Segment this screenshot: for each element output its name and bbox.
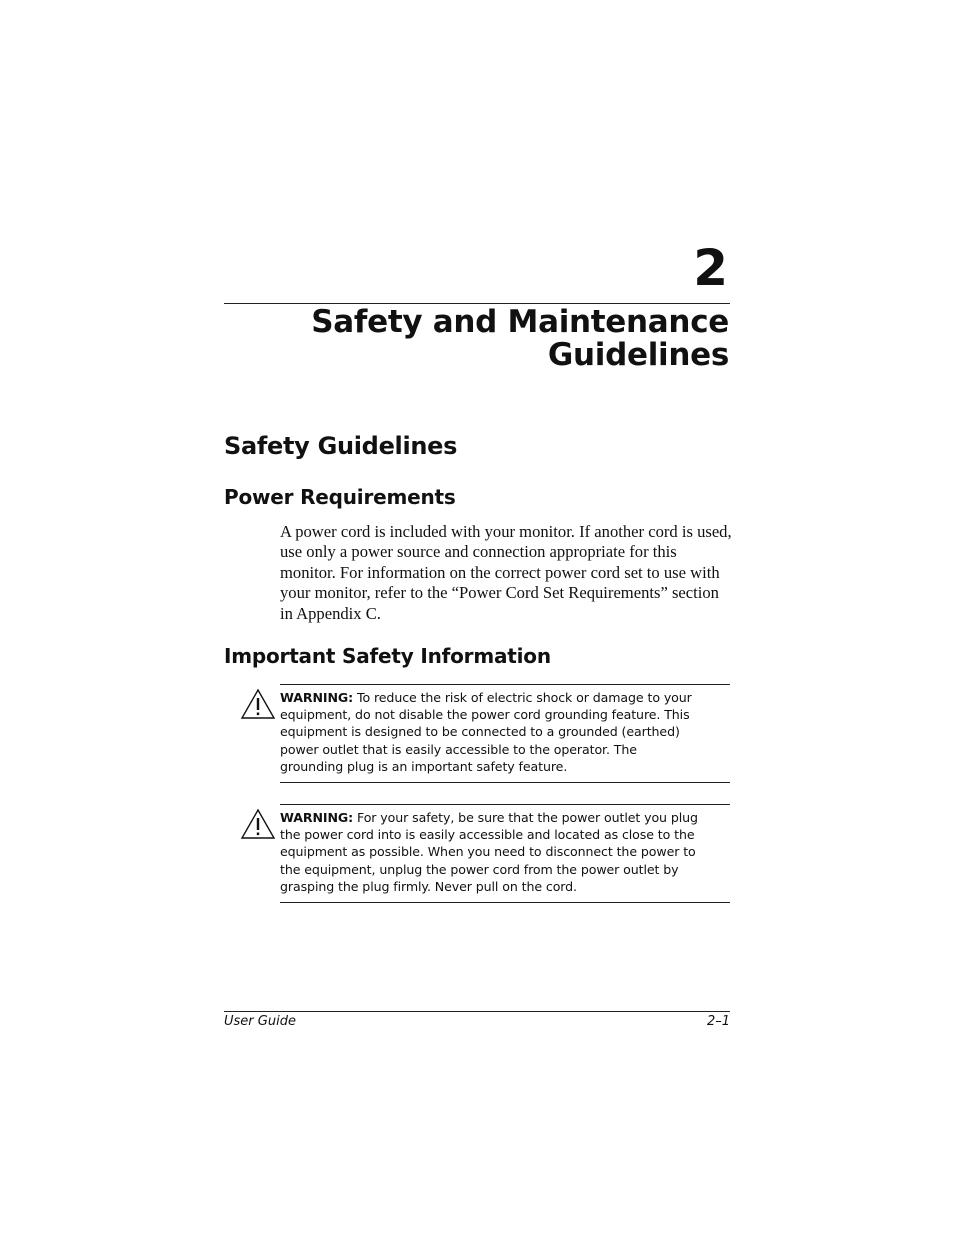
footer-page-number: 2–1 [706, 1014, 730, 1029]
chapter-number: 2 [693, 239, 728, 297]
warning-box-2 [240, 804, 730, 906]
warning-text-2 [280, 809, 700, 895]
warning-label: WARNING: [280, 810, 354, 825]
warning-body: For your safety, be sure that the power outlet you plug the power cord into is easily accessible and located as close to the equipment as possible. When you need to disconnect the power to the equipment, unplug the power cord from the power outlet by grasping the plug firmly. Never pull on the cord. [280, 810, 698, 894]
warning-rule-bottom [280, 902, 730, 903]
warning-text-1 [280, 689, 700, 775]
chapter-title [223, 306, 729, 372]
footer-rule [224, 1011, 730, 1012]
warning-box-1 [240, 684, 730, 786]
chapter-title-line-2: Guidelines [547, 337, 729, 373]
section-heading-safety-guidelines: Safety Guidelines [224, 432, 458, 460]
warning-triangle-icon [240, 688, 276, 720]
warning-rule-bottom [280, 782, 730, 783]
power-requirements-paragraph: A power cord is included with your monitor. If another cord is used, use only a power source and connection appropriate for this monitor. For information on the correct power cord set to use with your monitor, refer to the “Power Cord Set Requirements” section in Appendix C. [280, 522, 732, 623]
warning-triangle-icon [240, 808, 276, 840]
warning-body: To reduce the risk of electric shock or damage to your equipment, do not disable the power cord grounding feature. This equipment is designed to be connected to a grounded (earthed) power outlet that is easily accessible to the operator. The grounding plug is an important safety feature. [280, 690, 692, 774]
chapter-title-line-1: Safety and Maintenance [311, 304, 729, 340]
subheading-power-requirements: Power Requirements [224, 485, 456, 509]
subheading-important-safety-information: Important Safety Information [224, 644, 551, 668]
footer-document-title: User Guide [224, 1014, 296, 1029]
warning-rule-top [280, 804, 730, 805]
warning-label: WARNING: [280, 690, 354, 705]
warning-rule-top [280, 684, 730, 685]
